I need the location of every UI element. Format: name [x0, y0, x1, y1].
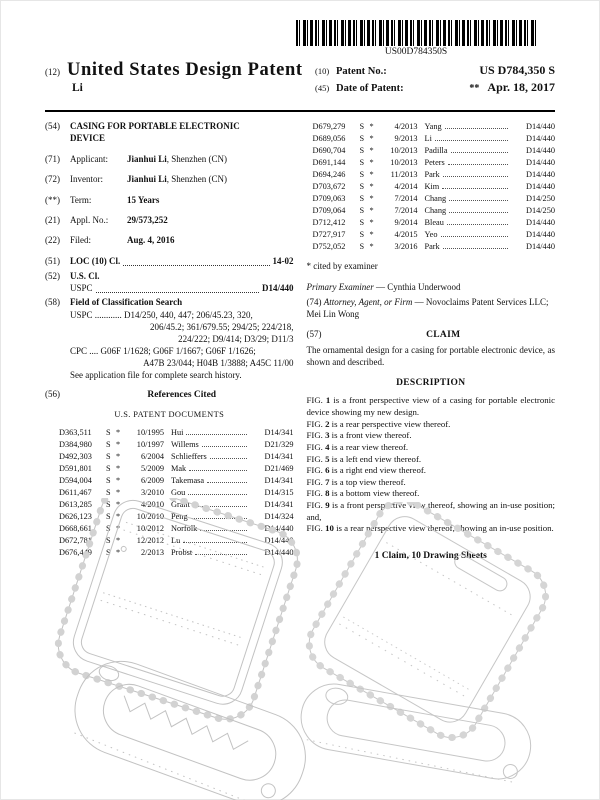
field-of-search-label: Field of Classification Search: [70, 297, 183, 308]
fig-prefix: FIG.: [306, 453, 326, 464]
ref-patent-number: D611,467: [59, 488, 92, 498]
fig-prefix: FIG.: [306, 430, 326, 441]
attorney-label: Attorney, Agent, or Firm: [323, 296, 413, 307]
fig-number: 8: [325, 488, 330, 499]
ref-date: 10/1995: [136, 428, 164, 437]
fig-prefix: FIG.: [306, 499, 326, 510]
classification-search-line: 224/222; D9/414; D3/29; D11/3: [178, 333, 294, 344]
ref-classification: D14/440: [525, 242, 555, 252]
ref-kind-code: S: [359, 230, 365, 240]
ref-patent-number: D689,056: [312, 134, 346, 144]
fig-prefix: FIG.: [306, 476, 326, 487]
primary-examiner-label: Primary Examiner: [306, 282, 374, 293]
field-54-code: (54): [45, 121, 60, 131]
ref-kind-code: S: [359, 218, 365, 228]
inventor-location: , Shenzhen (CN): [166, 174, 228, 185]
ref-examiner-star: *: [369, 134, 374, 144]
ref-kind-code: S: [106, 536, 111, 546]
ref-patent-number: D712,412: [312, 218, 346, 228]
ref-kind-code: S: [359, 146, 365, 156]
ref-examiner-star: *: [116, 548, 121, 558]
kind-code-number: (12): [45, 67, 60, 77]
ref-patent-number: D709,064: [312, 206, 346, 216]
ref-examiner-star: *: [369, 146, 374, 156]
ref-inventor-name: Hui: [171, 428, 184, 437]
reference-row: [59, 475, 294, 487]
dotted-leader: [188, 494, 246, 495]
field-58-code: (58): [45, 297, 60, 308]
ref-inventor-name: Takemasa: [171, 476, 205, 486]
fig-text: is a bottom view thereof.: [329, 488, 420, 499]
ref-examiner-star: *: [116, 524, 121, 534]
reference-row: [313, 157, 556, 169]
ref-classification: D14/250: [525, 194, 555, 204]
dotted-leader: [210, 458, 247, 459]
ref-patent-number: D594,004: [59, 476, 92, 486]
ref-kind-code: S: [359, 242, 365, 252]
figure-rear-perspective-drawing: [292, 499, 564, 798]
ref-examiner-star: *: [116, 500, 121, 510]
dotted-leader: [441, 236, 509, 237]
appl-no-value: 29/573,252: [127, 214, 168, 225]
ref-examiner-star: *: [369, 230, 374, 240]
ref-classification: D14/440: [525, 146, 555, 156]
ref-examiner-star: *: [369, 158, 374, 168]
claims-sheets-note: 1 Claim, 10 Drawing Sheets: [374, 550, 487, 561]
ref-kind-code: S: [106, 428, 111, 437]
applicant-location: , Shenzhen (CN): [166, 153, 228, 164]
uspc-label: USPC: [70, 283, 93, 294]
field-71-code: (71): [45, 153, 60, 164]
ref-date: 10/2012: [136, 524, 164, 534]
ref-date: 2/2013: [140, 548, 164, 558]
ref-patent-number: D691,144: [312, 158, 346, 168]
ref-classification: D14/440: [525, 170, 555, 180]
date-label: Date of Patent:: [336, 83, 404, 94]
figure-description: [307, 442, 556, 454]
loc-label: LOC (10) Cl.: [70, 255, 121, 266]
inventor-value: [127, 174, 294, 186]
ref-classification: D14/440: [525, 182, 555, 192]
ref-classification: D14/250: [525, 206, 555, 216]
fig-number: 10: [325, 523, 334, 534]
ref-examiner-star: *: [369, 182, 374, 192]
field-57-code: (57): [306, 328, 322, 339]
ref-inventor-name: Yeo: [424, 230, 438, 240]
ref-classification: D21/329: [264, 440, 294, 450]
dotted-leader: [189, 470, 246, 471]
uspc-value: D14/440: [262, 283, 294, 294]
ref-classification: D14/440: [525, 122, 555, 131]
primary-examiner-name: — Cynthia Underwood: [373, 282, 461, 293]
ref-patent-number: D591,801: [59, 464, 92, 474]
ref-classification: D14/341: [264, 476, 294, 486]
fig-number: 4: [325, 441, 330, 452]
inventor-surname: Li: [72, 82, 83, 94]
fig-prefix: FIG.: [306, 395, 326, 406]
ref-date: 12/2012: [136, 536, 164, 546]
ref-classification: D14/440: [525, 230, 555, 240]
reference-row: [59, 439, 294, 451]
fig-prefix: FIG.: [306, 523, 326, 534]
reference-row: [59, 451, 294, 463]
header-divider: [45, 110, 555, 112]
term-field-code: (**): [45, 194, 60, 205]
dotted-leader: [448, 164, 508, 165]
fig-text: is a front perspective view of a casing for portable electronic device showing my new design.: [306, 395, 555, 418]
ref-classification: D14/440: [525, 218, 555, 228]
dotted-leader: [442, 188, 508, 189]
ref-inventor-name: Peng: [171, 512, 188, 522]
invention-title-row: [45, 121, 294, 145]
figure-description: [307, 419, 556, 431]
attorney-firm-name: — Novoclaims Patent Services LLC; Mei Lin Wong: [306, 296, 549, 319]
ref-classification: D21/469: [264, 464, 294, 474]
applicant-name: Jianhui Li: [127, 153, 167, 164]
ref-patent-number: D668,661: [59, 524, 92, 534]
ref-kind-code: S: [106, 500, 111, 510]
ref-kind-code: S: [106, 548, 111, 558]
inventor-label: Inventor:: [70, 174, 103, 185]
fig-number: 5: [325, 453, 330, 464]
application-number-row: [45, 215, 294, 227]
patent-no-field-code: (10): [315, 66, 330, 76]
fig-text: is a left end view thereof.: [329, 453, 422, 464]
references-heading: References Cited: [147, 390, 217, 401]
ref-date: 6/2009: [140, 476, 164, 486]
fig-number: 7: [325, 476, 330, 487]
ref-patent-number: D363,511: [59, 428, 92, 437]
date-text: Apr. 18, 2017: [487, 80, 555, 94]
reference-row: [313, 181, 556, 193]
ref-kind-code: S: [359, 158, 365, 168]
ref-kind-code: S: [106, 452, 111, 462]
ref-date: 10/2013: [390, 146, 418, 156]
ref-classification: D14/440: [264, 536, 294, 546]
ref-patent-number: D492,303: [59, 452, 92, 462]
dotted-leader: [443, 176, 508, 177]
barcode: [296, 20, 536, 46]
reference-row: [313, 217, 556, 229]
ref-patent-number: D626,123: [59, 512, 92, 522]
ref-date: 9/2014: [394, 218, 418, 228]
reference-row: [313, 169, 556, 181]
ref-date: 4/2015: [394, 230, 418, 240]
ref-kind-code: S: [359, 134, 365, 144]
ref-inventor-name: Chang: [424, 194, 447, 204]
ref-patent-number: D676,449: [59, 548, 92, 558]
ref-classification: D14/440: [525, 134, 555, 144]
description-heading: DESCRIPTION: [396, 377, 466, 388]
ref-patent-number: D703,672: [312, 182, 346, 192]
fig-text: is a rear view thereof.: [329, 441, 409, 452]
ref-kind-code: S: [359, 122, 365, 131]
ref-classification: D14/440: [264, 548, 294, 558]
ref-examiner-star: *: [116, 452, 121, 462]
ref-kind-code: S: [106, 464, 111, 474]
field-51-code: (51): [45, 255, 60, 266]
classification-search-line: CPC .... G06F 1/1628; G06F 1/1667; G06F 1/1626;: [70, 345, 256, 356]
ref-classification: D14/440: [264, 524, 294, 534]
us-cl-row: [45, 271, 294, 283]
header-left: [45, 60, 303, 97]
ref-examiner-star: *: [369, 242, 374, 252]
dotted-leader: [435, 140, 508, 141]
ref-inventor-name: Kim: [424, 182, 440, 192]
fig-text: is a rear perspective view thereof, showing an in-use position.: [333, 523, 554, 534]
ref-patent-number: D613,285: [59, 500, 92, 510]
cited-by-examiner-note: * cited by examiner: [306, 261, 378, 272]
ref-inventor-name: Mak: [171, 464, 187, 474]
fig-text: is a front view thereof.: [329, 430, 412, 441]
dotted-leader: [202, 446, 247, 447]
figure-description: [307, 465, 556, 477]
ref-classification: D14/341: [264, 428, 294, 437]
invention-title: CASING FOR PORTABLE ELECTRONIC DEVICE: [70, 121, 240, 143]
reference-row: [313, 229, 556, 241]
attorney-line: [307, 297, 556, 321]
ref-date: 4/2010: [140, 500, 164, 510]
dotted-leader: [451, 152, 508, 153]
ref-inventor-name: Chang: [424, 206, 447, 216]
reference-row: [313, 121, 556, 133]
ref-inventor-name: Grant: [171, 500, 190, 510]
ref-classification: D14/324: [264, 512, 294, 522]
ref-date: 4/2013: [394, 122, 418, 131]
field-56-code: (56): [45, 389, 60, 400]
term-value: 15 Years: [127, 194, 160, 205]
ref-inventor-name: Bleau: [424, 218, 444, 228]
page-header: [45, 60, 555, 97]
ref-inventor-name: Park: [424, 170, 440, 180]
dotted-leader: [443, 248, 508, 249]
ref-patent-number: D727,917: [312, 230, 346, 240]
date-value: [469, 80, 555, 95]
reference-row: [59, 427, 294, 439]
applicant-row: [45, 154, 294, 166]
ref-date: 7/2014: [394, 194, 418, 204]
dotted-leader: [445, 128, 508, 129]
ref-inventor-name: Li: [424, 134, 432, 144]
us-patent-documents-subheading: U.S. PATENT DOCUMENTS: [114, 409, 225, 419]
figure-description: [307, 477, 556, 489]
references-heading-row: [45, 389, 294, 402]
ref-kind-code: S: [359, 194, 365, 204]
classification-search-line: See application file for complete search history.: [70, 369, 242, 380]
classification-search-line: 206/45.2; 361/679.55; 294/25; 224/218,: [149, 322, 294, 332]
fig-number: 2: [325, 418, 330, 429]
ref-examiner-star: *: [116, 476, 121, 486]
ref-examiner-star: *: [116, 512, 121, 522]
ref-inventor-name: Padilla: [424, 146, 448, 156]
term-stars: **: [469, 83, 480, 94]
dotted-leader: [449, 212, 508, 213]
ref-examiner-star: *: [116, 464, 121, 474]
barcode-text: US00D784350S: [384, 47, 448, 57]
filed-value: Aug. 4, 2016: [127, 235, 175, 246]
appl-no-label: Appl. No.:: [70, 214, 109, 225]
ref-examiner-star: *: [116, 488, 121, 498]
ref-date: 5/2009: [140, 464, 164, 474]
ref-patent-number: D694,246: [312, 170, 346, 180]
ref-classification: D14/315: [264, 488, 294, 498]
ref-examiner-star: *: [369, 218, 374, 228]
fig-text: is a rear perspective view thereof.: [329, 418, 451, 429]
reference-row: [313, 193, 556, 205]
fig-prefix: FIG.: [306, 441, 326, 452]
fig-number: 9: [325, 499, 330, 510]
reference-row: [313, 133, 556, 145]
ref-patent-number: D672,781: [59, 536, 92, 546]
document-title: United States Design Patent: [67, 60, 303, 80]
field-22-code: (22): [45, 235, 60, 246]
uspc-row: [45, 283, 294, 295]
claim-heading-row: [307, 329, 556, 342]
classification-search-lines: [45, 310, 294, 381]
ref-classification: D14/341: [264, 452, 294, 462]
ref-patent-number: D752,052: [312, 242, 346, 252]
references-list-right: [307, 121, 556, 253]
claim-heading: CLAIM: [426, 329, 461, 340]
fig-prefix: FIG.: [306, 465, 326, 476]
ref-kind-code: S: [359, 170, 365, 180]
reference-row: [59, 463, 294, 475]
figure-description: [307, 454, 556, 466]
claim-text: The ornamental design for a casing for portable electronic device, as shown and described.: [306, 345, 555, 368]
ref-inventor-name: Schlieffers: [171, 452, 207, 462]
ref-inventor-name: Lu: [171, 536, 181, 546]
ref-inventor-name: Norfolk: [171, 524, 198, 534]
term-row: [45, 195, 294, 207]
field-21-code: (21): [45, 214, 60, 225]
figure-description: [307, 430, 556, 442]
field-52-code: (52): [45, 270, 60, 281]
ref-patent-number: D690,704: [312, 146, 346, 156]
ref-classification: D14/341: [264, 500, 294, 510]
ref-date: 10/1997: [136, 440, 164, 450]
fig-prefix: FIG.: [306, 488, 326, 499]
fig-number: 1: [325, 395, 331, 406]
us-cl-label: U.S. Cl.: [70, 270, 100, 281]
ref-patent-number: D709,063: [312, 194, 346, 204]
ref-kind-code: S: [359, 206, 365, 216]
ref-inventor-name: Peters: [424, 158, 445, 168]
classification-search-line: A47B 23/044; H04B 1/3888; A45C 11/00: [143, 357, 294, 368]
ref-date: 3/2010: [140, 488, 164, 498]
ref-patent-number: D384,980: [59, 440, 92, 450]
dotted-leader: [186, 434, 246, 435]
fig-text: is a right end view thereof.: [329, 465, 426, 476]
reference-row: [313, 145, 556, 157]
ref-patent-number: D679,279: [312, 122, 346, 131]
reference-row: [313, 241, 556, 253]
ref-kind-code: S: [106, 476, 111, 486]
ref-date: 10/2010: [136, 512, 164, 522]
dotted-leader: [207, 482, 246, 483]
ref-examiner-star: *: [369, 194, 374, 204]
ref-inventor-name: Willems: [171, 440, 199, 450]
ref-date: 3/2016: [394, 242, 418, 252]
ref-examiner-star: *: [369, 122, 374, 131]
ref-date: 9/2013: [394, 134, 418, 144]
ref-examiner-star: *: [116, 536, 121, 546]
ref-date: 10/2013: [390, 158, 418, 168]
primary-examiner-line: [307, 282, 556, 294]
fig-text: is a top view thereof.: [329, 476, 406, 487]
fig-number: 3: [325, 430, 330, 441]
inventor-name: Jianhui Li: [127, 174, 167, 185]
patent-no-label: Patent No.:: [336, 66, 387, 77]
reference-row: [313, 205, 556, 217]
term-label: Term:: [70, 194, 92, 205]
ref-examiner-star: *: [369, 206, 374, 216]
fig-text: is a front perspective view thereof, showing an in-use position; and,: [306, 499, 555, 522]
ref-kind-code: S: [106, 488, 111, 498]
field-74-code: (74): [306, 296, 322, 307]
ref-inventor-name: Gou: [171, 488, 186, 498]
ref-date: 4/2014: [394, 182, 418, 192]
ref-date: 7/2014: [394, 206, 418, 216]
loc-classification-row: [45, 256, 294, 268]
ref-date: 6/2004: [140, 452, 164, 462]
figure-description: [307, 395, 556, 418]
ref-kind-code: S: [106, 512, 111, 522]
loc-value: 14-02: [272, 255, 294, 266]
dotted-leader: [96, 283, 259, 293]
patent-no-value: US D784,350 S: [479, 63, 555, 77]
applicant-label: Applicant:: [70, 153, 108, 164]
field-72-code: (72): [45, 174, 60, 185]
header-right: [315, 63, 555, 97]
filed-label: Filed:: [70, 235, 92, 246]
ref-kind-code: S: [359, 182, 365, 192]
inventor-row: [45, 174, 294, 186]
ref-kind-code: S: [106, 524, 111, 534]
ref-classification: D14/440: [525, 158, 555, 168]
dotted-leader: [123, 256, 269, 266]
dotted-leader: [449, 200, 508, 201]
ref-inventor-name: Probst: [171, 548, 193, 558]
ref-inventor-name: Park: [424, 242, 440, 252]
ref-kind-code: S: [106, 440, 111, 450]
drawing-sheet: [0, 496, 600, 800]
date-field-code: (45): [315, 83, 330, 93]
ref-examiner-star: *: [116, 440, 121, 450]
dotted-leader: [447, 224, 508, 225]
ref-inventor-name: Yang: [424, 122, 442, 131]
ref-examiner-star: *: [369, 170, 374, 180]
ref-examiner-star: *: [116, 428, 121, 437]
filed-date-row: [45, 235, 294, 247]
fig-number: 6: [325, 465, 330, 476]
applicant-value: [127, 154, 294, 166]
field-of-search-row: [45, 297, 294, 309]
classification-search-line: USPC ............ D14/250, 440, 447; 206/45.23, 320,: [70, 310, 253, 321]
ref-date: 11/2013: [390, 170, 418, 180]
fig-prefix: FIG.: [306, 418, 326, 429]
